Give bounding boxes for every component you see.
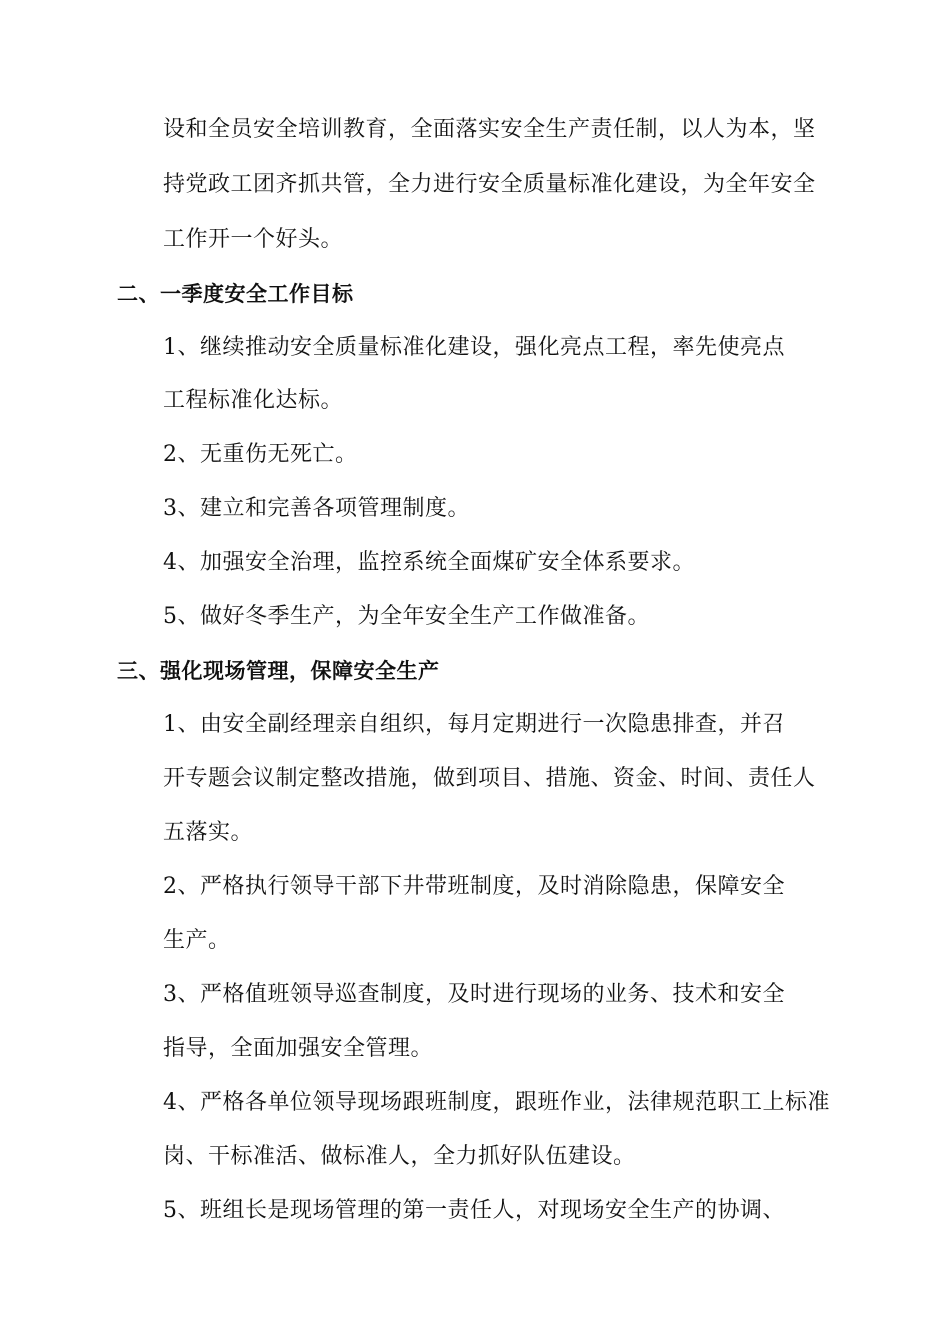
list-item-line: 5、做好冬季生产，为全年安全生产工作做准备。 — [163, 604, 650, 629]
list-item-line: 5、班组长是现场管理的第一责任人，对现场安全生产的协调、 — [163, 1198, 785, 1223]
list-item-line: 3、建立和完善各项管理制度。 — [163, 496, 470, 521]
list-item-line: 工程标准化达标。 — [163, 388, 344, 413]
list-item-line: 3、严格值班领导巡查制度，及时进行现场的业务、技术和安全 — [163, 982, 785, 1007]
list-item-line: 2、严格执行领导干部下井带班制度，及时消除隐患，保障安全 — [163, 874, 785, 899]
list-item-line: 4、加强安全治理，监控系统全面煤矿安全体系要求。 — [163, 550, 695, 575]
intro-line: 设和全员安全培训教育，全面落实安全生产责任制，以人为本，坚 — [163, 117, 816, 142]
intro-line: 工作开一个好头。 — [163, 227, 344, 252]
list-item-line: 五落实。 — [163, 820, 254, 845]
section-heading: 二、一季度安全工作目标 — [117, 282, 354, 306]
list-item-line: 开专题会议制定整改措施，做到项目、措施、资金、时间、责任人 — [163, 766, 816, 791]
section-heading: 三、强化现场管理，保障安全生产 — [117, 659, 440, 683]
list-item-line: 2、无重伤无死亡。 — [163, 442, 358, 467]
list-item-line: 4、严格各单位领导现场跟班制度，跟班作业，法律规范职工上标准 — [163, 1090, 830, 1115]
list-item-line: 指导，全面加强安全管理。 — [163, 1036, 434, 1061]
list-item-line: 岗、干标准活、做标准人，全力抓好队伍建设。 — [163, 1144, 636, 1169]
intro-line: 持党政工团齐抓共管，全力进行安全质量标准化建设，为全年安全 — [163, 172, 816, 197]
list-item-line: 1、由安全副经理亲自组织，每月定期进行一次隐患排查，并召 — [163, 712, 785, 737]
list-item-line: 1、继续推动安全质量标准化建设，强化亮点工程，率先使亮点 — [163, 335, 785, 360]
list-item-line: 生产。 — [163, 928, 231, 953]
